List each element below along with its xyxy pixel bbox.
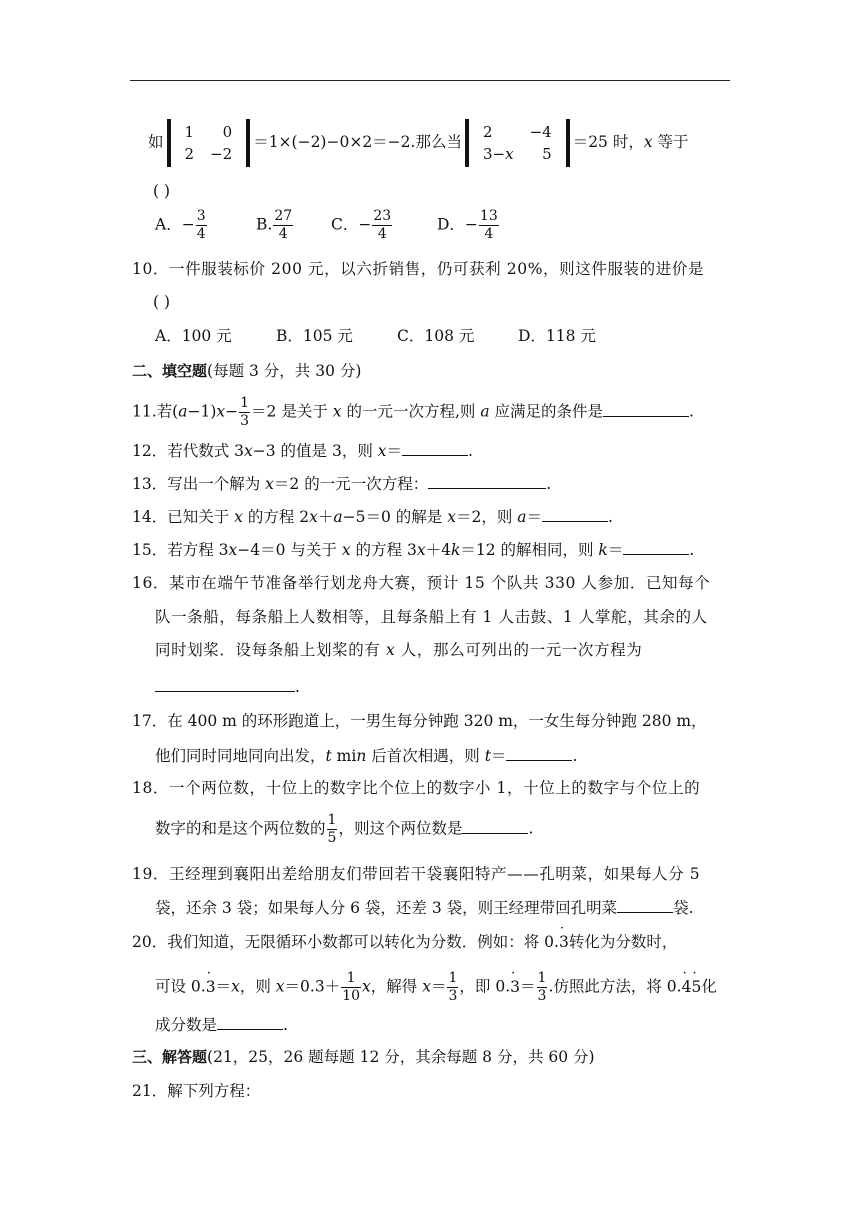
q20-line1	[132, 932, 677, 952]
den: 3	[448, 988, 458, 1004]
den: 3	[240, 413, 250, 429]
option-label: D．−	[437, 215, 478, 234]
q15	[132, 539, 694, 560]
fraction	[327, 812, 338, 847]
q10-option-d: D．118 元	[518, 327, 596, 345]
header-rule	[130, 80, 730, 81]
q10-text: 10．一件服装标价 200 元，以六折销售，仍可获利 20%，则这件服装的进价是	[132, 260, 705, 278]
det1-a: 1	[184, 123, 195, 141]
text: .	[608, 508, 613, 526]
var: t	[325, 747, 332, 765]
q9-var: x	[643, 133, 653, 151]
fraction	[239, 395, 250, 430]
den: 4	[196, 226, 206, 242]
text: .仿照此方法，将 0.	[548, 977, 682, 996]
text: 化	[701, 977, 717, 996]
q18-line1: 18．一个两位数，十位上的数字比个位上的数字小 1，十位上的数字与个位上的	[132, 779, 701, 797]
answer-blank[interactable]	[155, 676, 295, 692]
text: 人，那么可列出的一元一次方程为	[395, 641, 643, 659]
section-2-title: 二、填空题	[132, 362, 208, 380]
text: 袋.	[673, 899, 694, 917]
var: x	[416, 541, 426, 559]
q9-eq1: ＝1×(−2)−0×2＝−2.那么当	[253, 133, 462, 151]
num: 3	[196, 208, 206, 224]
text: ，则这个两位数是	[338, 819, 463, 838]
text: ，解得	[370, 977, 423, 996]
fraction	[341, 970, 361, 1005]
text: ，即 0.	[459, 977, 511, 996]
q18-line2	[155, 812, 533, 847]
section-3-title: 三、解答题	[132, 1048, 208, 1066]
det2-c	[475, 143, 522, 165]
q10-option-c: C．108 元	[397, 327, 475, 345]
num: 1	[537, 970, 547, 986]
var: a	[333, 508, 343, 526]
text: ＝2 是关于	[251, 402, 333, 421]
den: 4	[484, 226, 494, 242]
q17-line1: 17．在 400 m 的环形跑道上，一男生每分钟跑 320 m，一女生每分钟跑 280 m，	[132, 712, 707, 730]
answer-blank[interactable]	[506, 745, 572, 761]
repeating-digit: · 4	[682, 977, 692, 997]
q16-line3	[155, 640, 642, 660]
section-2-note: (每题 3 分，共 30 分)	[207, 362, 362, 380]
det1-d: −2	[210, 145, 233, 163]
q16-line1: 16．某市在端午节准备举行划龙舟大赛，预计 15 个队共 330 人参加．已知每个	[132, 574, 711, 592]
answer-blank[interactable]	[217, 1014, 283, 1030]
var: k	[598, 541, 608, 559]
text: 14．已知关于	[132, 508, 235, 526]
answer-blank[interactable]	[617, 897, 673, 913]
fraction	[447, 970, 458, 1005]
text: −5＝0 的解是	[342, 508, 448, 526]
text: 12．若代数式 3	[132, 442, 245, 460]
q19-line2	[155, 897, 694, 918]
q9-paren: ( )	[153, 182, 171, 200]
text: −3 的值是 3，则	[252, 442, 378, 460]
var: x	[265, 475, 274, 493]
q10-paren: ( )	[153, 293, 171, 311]
var: x	[244, 442, 253, 460]
q14	[132, 506, 613, 527]
text: 13．写出一个解为	[132, 475, 266, 493]
q9-eq2b: 等于	[652, 133, 689, 151]
q17-line2	[155, 745, 577, 766]
fraction	[196, 208, 207, 243]
repeating-digit: · 3	[206, 977, 216, 997]
text: −1)	[187, 402, 217, 421]
num: 1	[341, 970, 361, 988]
var: x	[447, 508, 456, 526]
num: 13	[479, 208, 498, 224]
option-label: B.	[256, 215, 273, 234]
text: 数字的和是这个两位数的	[155, 819, 326, 838]
fraction	[372, 208, 392, 243]
text: ＝	[607, 541, 624, 559]
var: a	[480, 402, 490, 421]
text: ＝2 的一元一次方程：	[273, 475, 429, 493]
text: ＋4	[425, 541, 451, 559]
var: x	[362, 977, 371, 996]
q9-option-d	[437, 208, 500, 243]
text: 他们同时同地同向出发，	[155, 747, 326, 765]
text: 15．若方程 3	[132, 541, 229, 559]
q13	[132, 473, 551, 494]
den: 5	[327, 830, 337, 846]
answer-blank[interactable]	[542, 506, 608, 522]
var: x	[234, 508, 243, 526]
var: n	[356, 747, 367, 765]
text: 20．我们知道，无限循环小数都可以转化为分数．例如：将 0.	[132, 933, 559, 951]
text: 转化为分数时，	[568, 933, 678, 951]
text: .	[468, 442, 473, 460]
answer-blank[interactable]	[428, 473, 546, 489]
text: 成分数是	[155, 1016, 218, 1034]
text: ＝	[215, 977, 232, 996]
q9-option-b	[256, 208, 331, 243]
q12	[132, 440, 473, 461]
fraction	[479, 208, 499, 243]
text: .	[283, 1016, 288, 1034]
answer-blank[interactable]	[603, 401, 689, 417]
q20-line3	[155, 1014, 288, 1035]
det2-b: −4	[529, 123, 552, 141]
text: ＝2，则	[455, 508, 518, 526]
text: −	[225, 402, 239, 421]
q10-option-a: A．100 元	[155, 327, 232, 345]
q16-line2: 队一条船，每条船上人数相等，且每条船上有 1 人击鼓、1 人掌舵，其余的人	[155, 608, 708, 626]
text: −4＝0 与关于	[237, 541, 342, 559]
det2-c-var: x	[505, 145, 514, 163]
var: t	[484, 747, 491, 765]
text: .	[546, 475, 552, 493]
q10-options	[155, 326, 596, 346]
q9-options	[155, 208, 500, 243]
den: 4	[377, 226, 387, 242]
fraction	[537, 970, 548, 1005]
var: x	[231, 977, 240, 996]
text: mi	[331, 747, 357, 765]
text: .	[572, 747, 578, 765]
fraction	[273, 208, 293, 243]
q20-line2	[155, 970, 717, 1005]
det1-b: 0	[222, 123, 233, 141]
det2-c-text: 3−	[482, 145, 506, 163]
var: x	[309, 508, 318, 526]
q21-text: 21．解下列方程：	[132, 1082, 261, 1100]
text: 若(	[156, 402, 179, 421]
section-3-note: (21，25，26 题每题 12 分，其余每题 8 分，共 60 分)	[207, 1048, 595, 1066]
num: 1	[448, 970, 458, 986]
text: ＝0.3＋	[284, 977, 341, 996]
var: x	[216, 402, 226, 421]
section-2-heading	[132, 361, 361, 381]
den: 3	[537, 988, 547, 1004]
det2-d: 5	[542, 145, 552, 163]
text: .	[295, 678, 300, 696]
var: a	[178, 402, 188, 421]
repeating-digit: · 3	[559, 932, 569, 952]
var: x	[385, 641, 396, 659]
q9-lead: 如	[148, 133, 164, 151]
repeating-digit: · 3	[510, 977, 520, 997]
var: x	[341, 541, 351, 559]
text: .	[528, 819, 534, 838]
var: x	[228, 541, 238, 559]
text: ＝12 的解相同，则	[460, 541, 599, 559]
q9-option-c	[331, 208, 437, 243]
text: ＝	[520, 977, 536, 996]
var: x	[275, 977, 285, 996]
repeating-digit: · 5	[691, 977, 701, 997]
text: 后首次相遇，则	[366, 747, 485, 765]
determinant-1	[167, 121, 251, 165]
var: k	[450, 541, 461, 559]
den: 10	[342, 988, 361, 1004]
text: 袋，还余 3 袋；如果每人分 6 袋，还差 3 袋，则王经理带回孔明菜	[155, 899, 618, 917]
text: 应满足的条件是	[489, 402, 603, 421]
text: ＝	[490, 747, 507, 765]
section-3-heading	[132, 1047, 595, 1067]
q9-eq2a: ＝25 时，	[572, 133, 644, 151]
option-label: C．−	[331, 215, 372, 234]
text: 同时划桨．设每条船上划桨的有	[155, 641, 386, 659]
determinant-2	[465, 121, 570, 165]
q-num: 11.	[132, 402, 157, 421]
text: .	[689, 402, 694, 421]
q9-line	[148, 121, 689, 165]
text: 的方程 3	[350, 541, 417, 559]
text: .	[689, 541, 695, 559]
q19-line1: 19．王经理到襄阳出差给朋友们带回若干袋襄阳特产——孔明菜，如果每人分 5	[132, 865, 701, 883]
q9-option-a	[155, 208, 256, 243]
text: ＝	[386, 442, 403, 460]
num: 1	[327, 812, 337, 828]
det1-c: 2	[184, 145, 195, 163]
text: ＋	[317, 508, 334, 526]
text: ＝	[430, 977, 447, 996]
answer-blank[interactable]	[402, 440, 468, 456]
text: 的一元一次方程,则	[341, 402, 481, 421]
var: a	[517, 508, 527, 526]
text: 可设 0.	[155, 977, 206, 996]
var: x	[422, 977, 431, 996]
num: 1	[240, 395, 250, 411]
var: x	[377, 442, 387, 460]
q16-line4	[155, 676, 300, 697]
text: 的方程 2	[242, 508, 310, 526]
den: 4	[278, 226, 288, 242]
answer-blank[interactable]	[623, 539, 689, 555]
num: 23	[373, 208, 392, 224]
q10-option-b: B．105 元	[276, 327, 353, 345]
q11	[132, 395, 694, 430]
num: 27	[274, 208, 293, 224]
det2-a: 2	[482, 123, 493, 141]
var: x	[332, 402, 342, 421]
text: ＝	[526, 508, 543, 526]
answer-blank[interactable]	[462, 818, 528, 834]
option-label: A．−	[155, 215, 195, 234]
text: ，则	[239, 977, 276, 996]
